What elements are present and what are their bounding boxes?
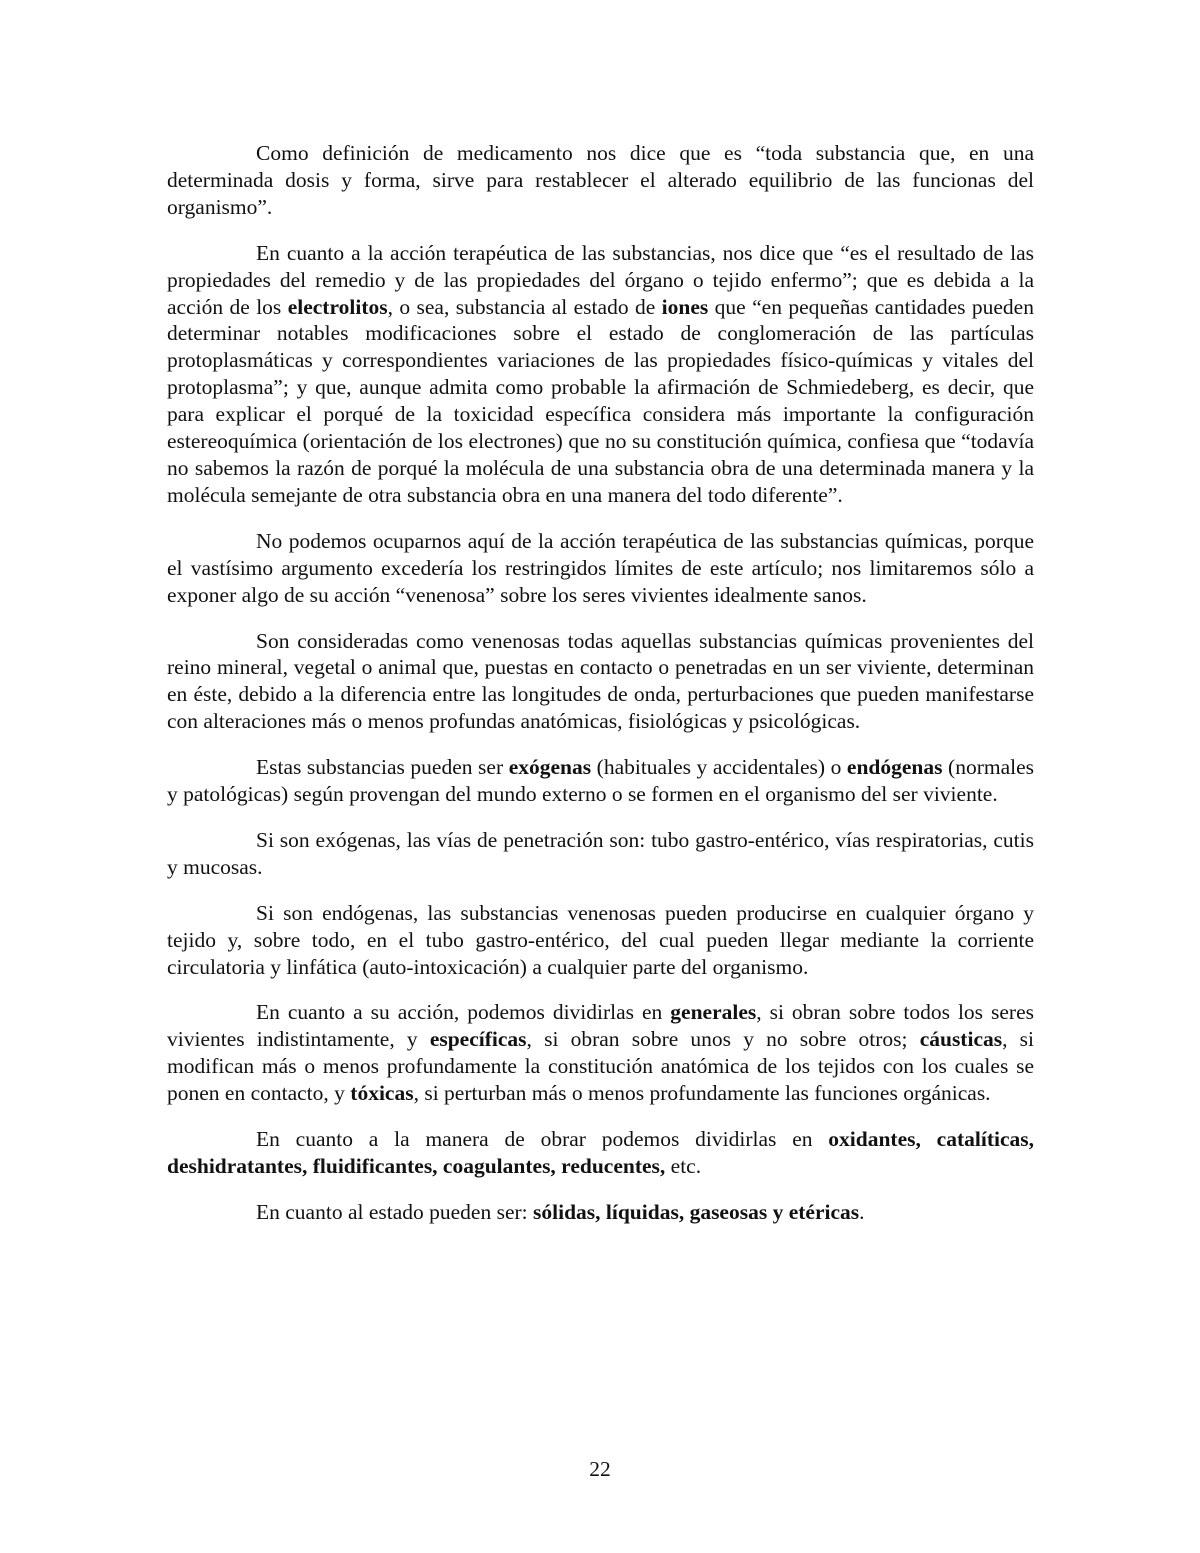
text-run: . — [859, 1199, 865, 1224]
bold-term: oxidantes, catalíticas, deshidratantes, fluidificantes, coagulantes, reducentes, — [167, 1127, 1034, 1178]
bold-term: endógenas — [846, 755, 943, 780]
paragraph — [167, 1199, 1034, 1226]
bold-term: tóxicas — [350, 1081, 414, 1106]
paragraph — [167, 628, 1034, 736]
text-run: En cuanto a la acción terapéutica de las substancias, nos dice que “es el resultado de las propiedades del remedio y de las propiedades del órgano o tejido enfermo”; que es debida a la acción de los — [167, 240, 1034, 319]
text-run: Si son exógenas, las vías de penetración son: tubo gastro-entérico, vías respiratorias, cutis y mucosas. — [167, 827, 1034, 879]
text-run: Como definición de medicamento nos dice que es “toda substancia que, en una determinada dosis y forma, sirve para restablecer el alterado equilibrio de las funcionas del organismo”. — [167, 141, 1034, 219]
bold-term: específicas — [429, 1027, 527, 1052]
page-number: 22 — [589, 1457, 611, 1481]
text-run: Estas substancias pueden ser — [256, 755, 509, 780]
text-run: etc. — [665, 1154, 702, 1178]
text-run: En cuanto a su acción, podemos dividirlas en — [256, 1000, 671, 1025]
body-text — [167, 140, 1034, 1245]
text-run: En cuanto al estado pueden ser: — [256, 1199, 534, 1224]
paragraph — [167, 528, 1034, 609]
text-run: , o sea, substancia al estado de — [387, 294, 662, 319]
text-run: Son consideradas como venenosas todas aquellas substancias químicas provenientes del reino mineral, vegetal o animal que, puestas en contacto o penetradas en un ser viviente, determinan en éste, debido a la diferencia entre las longitudes de onda, perturbaciones que pueden manifestarse con alteraciones más o menos profundas anatómicas, fisiológicas y psicológicas. — [167, 628, 1034, 734]
text-run: , si obran sobre todos los seres vivientes indistintamente, y — [167, 1000, 1034, 1052]
paragraph — [167, 827, 1034, 881]
text-run: No podemos ocuparnos aquí de la acción terapéutica de las substancias químicas, porque el vastísimo argumento excedería los restringidos límites de este artículo; nos limitaremos sólo a exponer algo de su acción “venenosa” sobre los seres vivientes idealmente sanos. — [167, 528, 1034, 607]
text-run: (normales y patológicas) según provengan del mundo externo o se formen en el organismo del ser viviente. — [167, 755, 1035, 807]
paragraph — [167, 140, 1034, 221]
paragraph — [167, 999, 1034, 1107]
bold-term: iones — [661, 294, 709, 319]
bold-term: exógenas — [508, 755, 592, 780]
paragraph — [167, 240, 1034, 509]
paragraph — [167, 900, 1034, 981]
text-run: , si obran sobre unos y no sobre otros; — [526, 1027, 920, 1052]
text-run: , si modifican más o menos profundamente la constitución anatómica de los tejidos con los cuales se ponen en contacto, y — [167, 1027, 1034, 1106]
paragraph — [167, 1126, 1034, 1180]
text-run: (habituales y accidentales) o — [591, 755, 847, 780]
bold-term: generales — [670, 1000, 757, 1025]
bold-term: cáusticas — [919, 1027, 1003, 1052]
paragraph — [167, 754, 1034, 808]
text-run: que “en pequeñas cantidades pueden determinar notables modificaciones sobre el estado de conglomeración de las partículas protoplasmáticas y correspondientes variaciones de las propiedades físico-químicas y vitales del protoplasma”; y que, aunque admita como probable la afirmación de Schmiedeberg, es decir, que para explicar el porqué de la toxicidad específica considera más importante la configuración estereoquímica (orientación de los electrones) que no su constitución química, confiesa que “todavía no sabemos la razón de porqué la molécula de una substancia obra de una determinada manera y la molécula semejante de otra substancia obra en una manera del todo diferente”. — [167, 294, 1034, 507]
bold-term: sólidas, líquidas, gaseosas y etéricas — [533, 1199, 860, 1224]
bold-term: electrolitos — [287, 294, 388, 319]
text-run: Si son endógenas, las substancias venenosas pueden producirse en cualquier órgano y tejido y, sobre todo, en el tubo gastro-entérico, del cual pueden llegar mediante la corriente circulatoria y linfática (auto-intoxicación) a cualquier parte del organismo. — [167, 900, 1034, 979]
text-run: , si perturban más o menos profundamente las funciones orgánicas. — [413, 1081, 991, 1106]
text-run: En cuanto a la manera de obrar podemos dividirlas en — [256, 1127, 829, 1152]
